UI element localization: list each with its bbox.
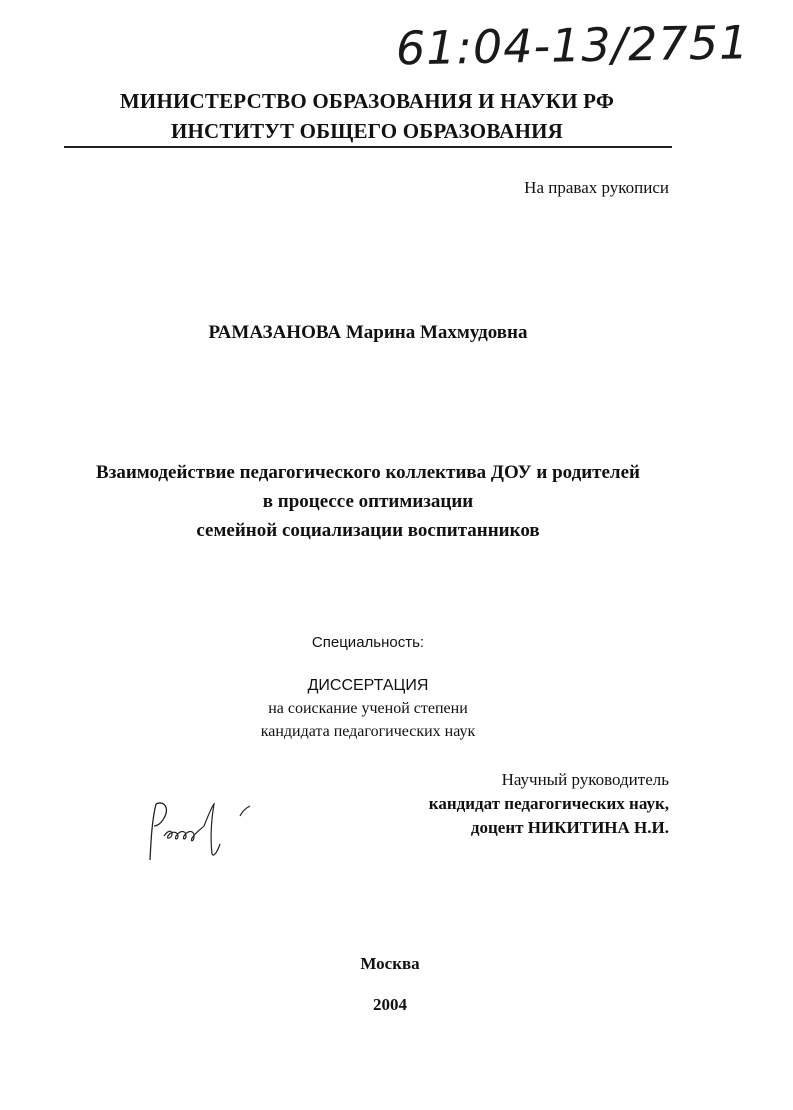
supervisor-label: Научный руководитель [501,770,669,789]
archive-code-text: 61:04-13/2751 [395,15,750,76]
supervisor-name: доцент НИКИТИНА Н.И. [470,818,669,837]
author-surname: РАМАЗАНОВА [208,322,342,343]
degree-line-1: на соискание ученой степени [268,700,468,717]
header-divider [64,146,672,148]
dissertation-block [0,674,736,743]
ministry-name: МИНИСТЕРСТВО ОБРАЗОВАНИЯ И НАУКИ РФ [119,89,615,113]
degree-line-2: кандидата педагогических наук [260,723,476,740]
author-name [0,322,736,344]
city: Москва [360,954,420,973]
title-line-1: Взаимодействие педагогического коллектива ДОУ и родителей [96,462,640,483]
institution-header [0,86,734,146]
dissertation-title [0,458,736,545]
handwritten-archive-code [392,8,750,76]
supervisor-degree: кандидат педагогических наук, [428,794,669,813]
title-line-2: в процессе оптимизации [262,491,474,512]
author-given-names: Марина Махмудовна [345,322,528,343]
title-line-3: семейной социализации воспитанников [196,520,540,541]
specialty-label: Специальность: [311,634,425,651]
year: 2004 [373,995,407,1014]
supervisor-block [429,768,669,840]
manuscript-rights-note: На правах рукописи [524,178,669,197]
dissertation-heading: ДИССЕРТАЦИЯ [307,677,429,694]
institute-name: ИНСТИТУТ ОБЩЕГО ОБРАЗОВАНИЯ [170,119,564,143]
handwritten-signature [142,796,272,866]
